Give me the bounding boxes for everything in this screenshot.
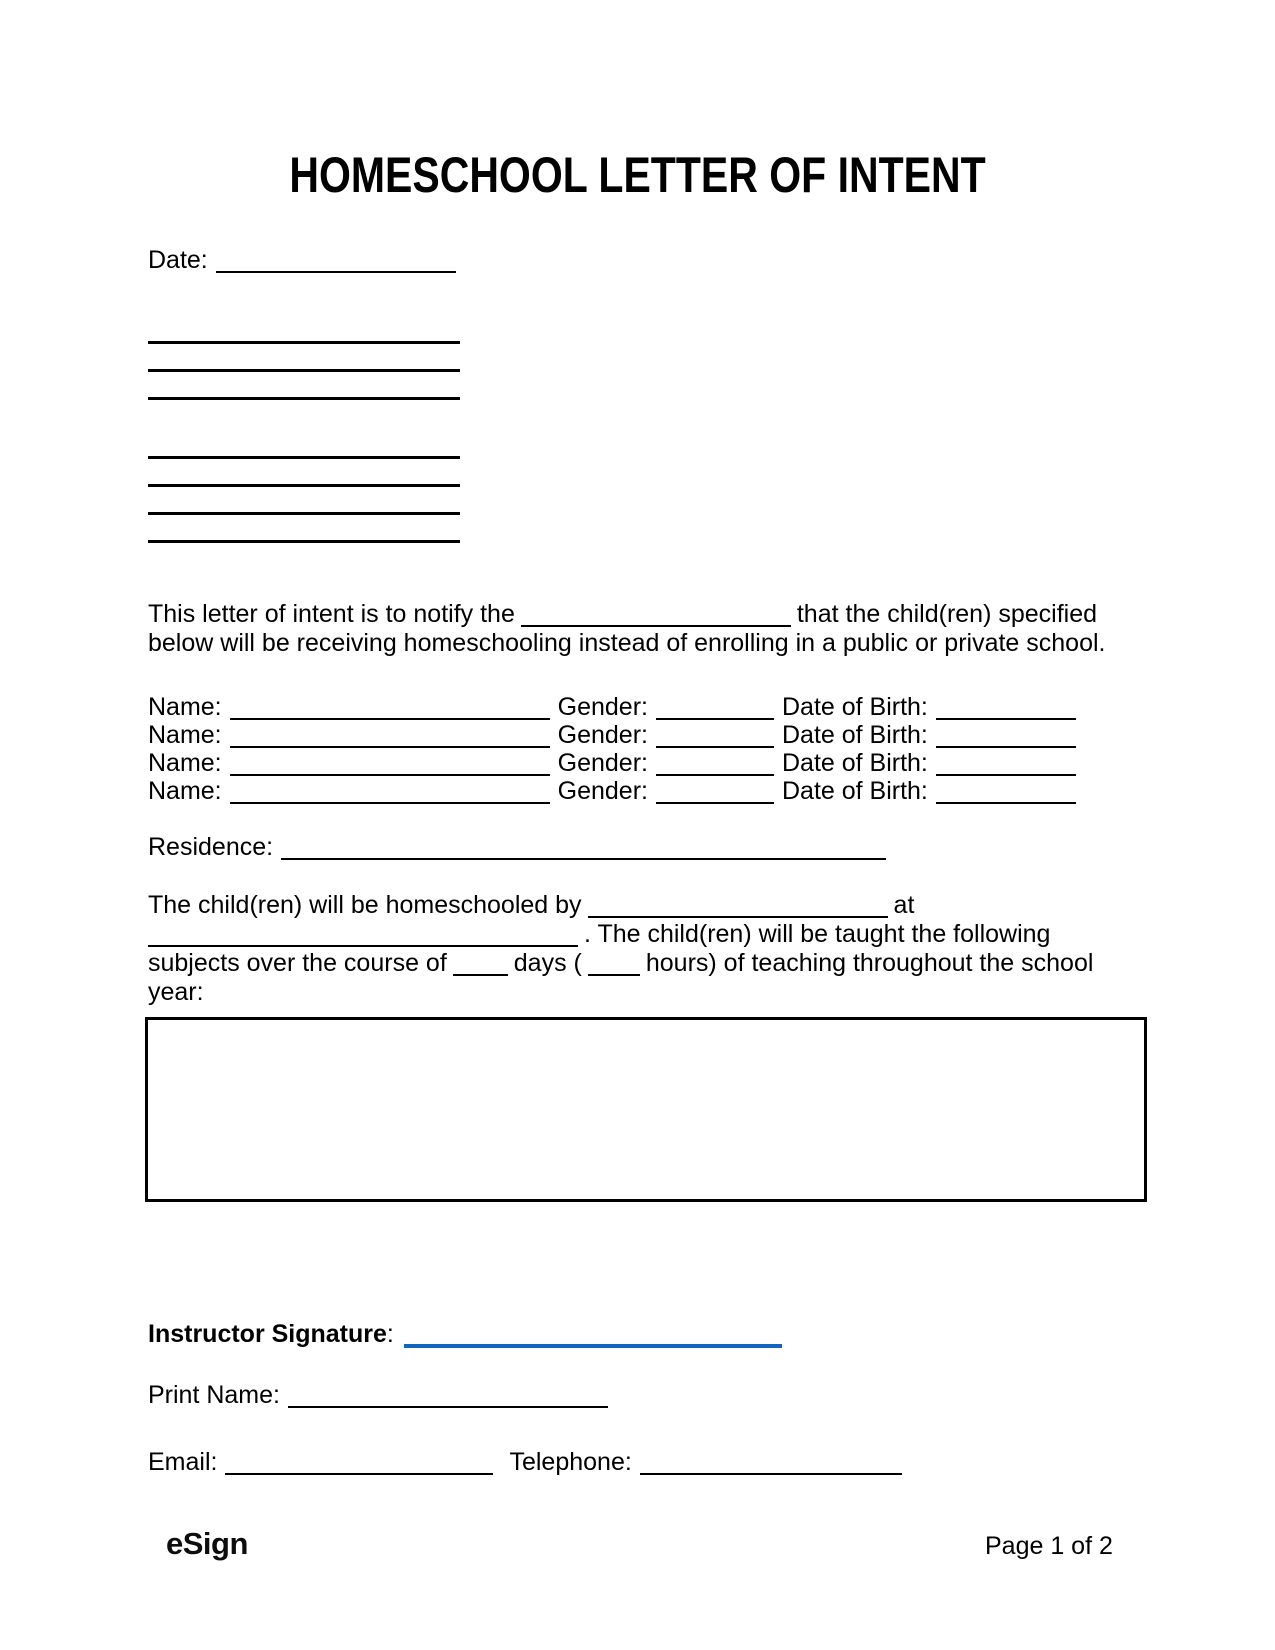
esign-logo: eSign [166,1526,248,1561]
child-gender-field[interactable] [656,750,774,776]
dob-label: Date of Birth: [781,777,928,805]
subjects-box[interactable] [145,1017,1147,1202]
date-label: Date: [148,246,208,274]
date-row [148,246,456,275]
homeschooled-by-text: The child(ren) will be homeschooled by [148,891,582,919]
page-indicator: Page 1 of 2 [985,1532,1113,1560]
taught-following-text: . The child(ren) will be taught the following [584,920,1051,948]
dob-label: Date of Birth: [781,693,928,721]
print-name-field[interactable] [288,1382,608,1408]
gender-label: Gender: [557,777,648,805]
homeschool-paragraph [148,891,1093,1007]
recipient-address-line[interactable] [148,397,460,400]
name-label: Name: [148,777,222,805]
gender-label: Gender: [557,721,648,749]
child-dob-field[interactable] [936,750,1076,776]
dob-label: Date of Birth: [781,721,928,749]
intro-text-line2: below will be receiving homeschooling instead of enrolling in a public or private school. [148,629,1106,657]
child-dob-field[interactable] [936,778,1076,804]
email-field[interactable] [225,1449,493,1475]
page-title: HOMESCHOOL LETTER OF INTENT [289,147,986,203]
child-dob-field[interactable] [936,694,1076,720]
recipient-address-line[interactable] [148,484,460,487]
instructor-signature-label: Instructor Signature [148,1320,387,1348]
date-field[interactable] [216,247,456,273]
child-gender-field[interactable] [656,778,774,804]
course-of-text: subjects over the course of [148,949,447,977]
child-name-field[interactable] [230,750,550,776]
child-dob-field[interactable] [936,722,1076,748]
child-row-3 [148,749,1076,778]
name-label: Name: [148,749,222,777]
notify-recipient-field[interactable] [521,601,791,627]
intro-text-after: that the child(ren) specified [796,600,1098,628]
intro-text-before: This letter of intent is to notify the [148,600,515,628]
year-text: year: [148,978,204,1006]
child-row-1 [148,693,1076,722]
instructor-signature-field[interactable] [404,1320,782,1348]
child-gender-field[interactable] [656,722,774,748]
telephone-label: Telephone: [509,1448,632,1476]
instructor-name-field[interactable] [588,892,888,918]
name-label: Name: [148,721,222,749]
hours-text: hours) of teaching throughout the school [645,949,1094,977]
print-name-label: Print Name: [148,1381,280,1409]
child-name-field[interactable] [230,778,550,804]
hours-field[interactable] [588,950,640,976]
days-field[interactable] [453,950,508,976]
dob-label: Date of Birth: [781,749,928,777]
print-name-row [148,1381,608,1410]
recipient-address-line[interactable] [148,341,460,344]
telephone-field[interactable] [640,1449,902,1475]
instructor-signature-colon: : [386,1320,394,1348]
gender-label: Gender: [557,693,648,721]
recipient-address-line[interactable] [148,456,460,459]
homeschool-location-field[interactable] [148,921,578,947]
child-gender-field[interactable] [656,694,774,720]
residence-field[interactable] [281,834,886,860]
child-row-2 [148,721,1076,750]
days-text: days ( [513,949,582,977]
child-name-field[interactable] [230,694,550,720]
recipient-address-line[interactable] [148,512,460,515]
name-label: Name: [148,693,222,721]
child-name-field[interactable] [230,722,550,748]
residence-row [148,833,886,862]
recipient-address-line[interactable] [148,540,460,543]
residence-label: Residence: [148,833,274,861]
contact-row [148,1448,902,1477]
child-row-4 [148,777,1076,806]
intro-paragraph [148,600,1105,658]
at-text: at [893,891,915,919]
recipient-address-line[interactable] [148,369,460,372]
gender-label: Gender: [557,749,648,777]
email-label: Email: [148,1448,218,1476]
instructor-signature-row [148,1320,782,1349]
